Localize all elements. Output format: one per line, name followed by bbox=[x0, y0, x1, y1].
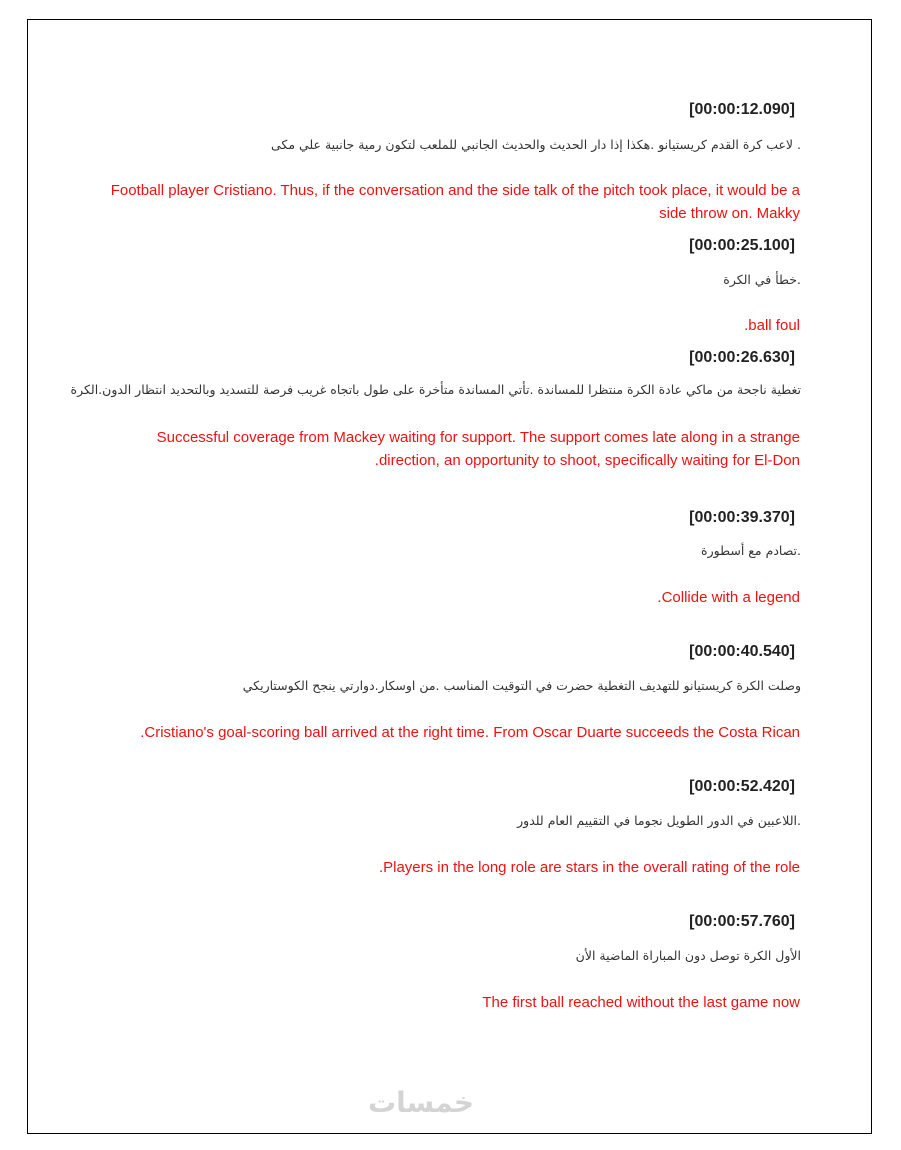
english-translation: .Collide with a legend bbox=[657, 589, 800, 606]
arabic-text: تغطية ناجحة من ماكي عادة الكرة منتظرا للمساندة .تأتي المساندة متأخرة على طول باتجاه غريب فرصة للتسديد وبالتحديد انتظار الدون.الكرة bbox=[70, 382, 801, 397]
english-translation: .ball foul bbox=[744, 317, 800, 334]
timestamp: [00:00:57.760] bbox=[689, 913, 795, 930]
timestamp: [00:00:39.370] bbox=[689, 509, 795, 526]
timestamp: [00:00:26.630] bbox=[689, 349, 795, 366]
arabic-text: . لاعب كرة القدم كريستيانو .هكذا إذا دار الحديث والحديث الجانبي للملعب لتكون رمية جانبية علي مكى bbox=[271, 137, 801, 152]
english-translation: Successful coverage from Mackey waiting for support. The support comes late along in a strange .direction, an opportunity to shoot, specifically waiting for El-Don bbox=[156, 429, 800, 469]
arabic-text: .خطأ في الكرة bbox=[723, 272, 801, 287]
english-translation: .Players in the long role are stars in the overall rating of the role bbox=[378, 859, 800, 876]
arabic-text: .تصادم مع أسطورة bbox=[701, 543, 801, 558]
english-translation: Football player Cristiano. Thus, if the conversation and the side talk of the pitch took place, it would be a side throw on. Makky bbox=[110, 182, 800, 222]
arabic-text: وصلت الكرة كريستيانو للتهديف التغطية حضرت في التوقيت المناسب .من اوسكار.دوارتي ينجح الكوستاريكي bbox=[242, 678, 801, 693]
timestamp: [00:00:12.090] bbox=[689, 101, 795, 118]
watermark-logo: خمسات bbox=[368, 1086, 475, 1119]
english-translation: The first ball reached without the last game now bbox=[482, 994, 800, 1011]
document-page bbox=[27, 19, 872, 1134]
timestamp: [00:00:52.420] bbox=[689, 778, 795, 795]
timestamp: [00:00:25.100] bbox=[689, 237, 795, 254]
arabic-text: .اللاعبين في الدور الطويل نجوما في التقييم العام للدور bbox=[517, 813, 801, 828]
english-translation: .Cristiano's goal-scoring ball arrived at the right time. From Oscar Duarte succeeds the Costa Rican bbox=[140, 724, 800, 741]
arabic-text: الأول الكرة توصل دون المباراة الماضية الأن bbox=[575, 948, 801, 963]
timestamp: [00:00:40.540] bbox=[689, 643, 795, 660]
transcript bbox=[28, 20, 871, 1133]
